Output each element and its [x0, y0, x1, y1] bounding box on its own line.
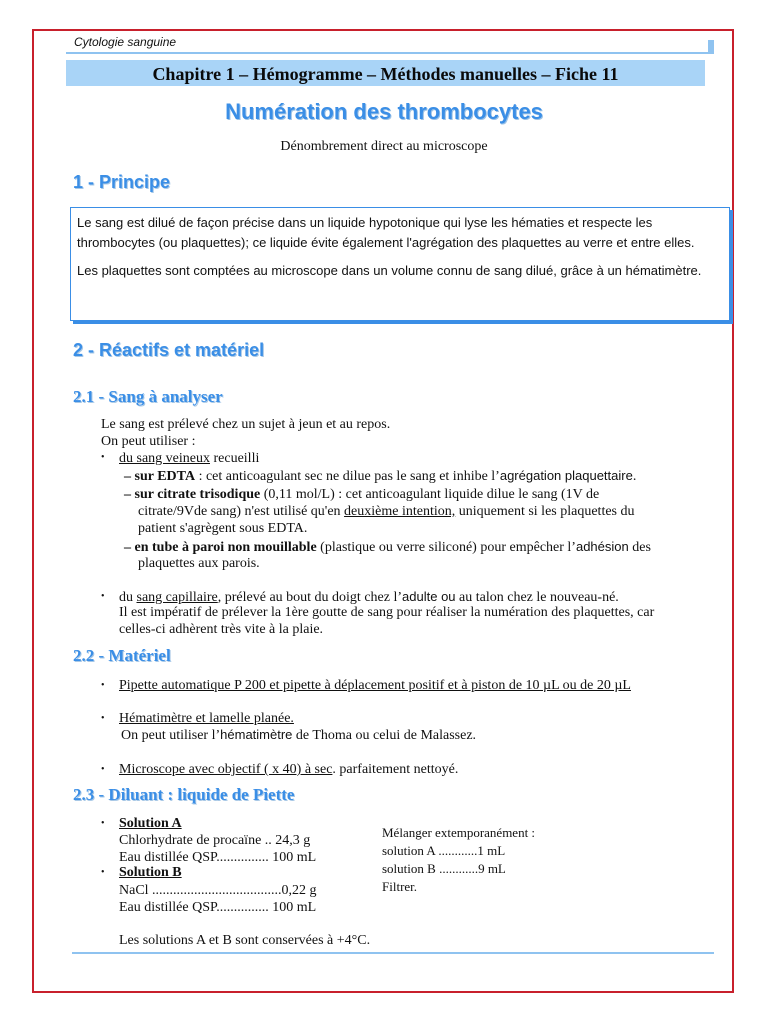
heading-diluant: 2.3 - Diluant : liquide de Piette [73, 785, 295, 804]
heading-sang: 2.1 - Sang à analyser [73, 387, 223, 406]
dash-marker: – [124, 540, 135, 555]
bullet: • [101, 867, 105, 878]
tube-end: des [628, 540, 651, 555]
sang-line-1: Le sang est prélevé chez un sujet à jeun et au repos. [101, 417, 391, 432]
edta-agregation: agrégation plaquettaire [499, 468, 633, 483]
sang-veineux-underlined: du sang veineux [119, 451, 210, 466]
solution-a-label-text: Solution A [119, 816, 182, 831]
edta-item [124, 467, 636, 485]
document-subtitle: Dénombrement direct au microscope [280, 139, 488, 154]
solution-b-line-1: NaCl .....................................0,22 g [119, 883, 317, 898]
materiel-item-2-line-2 [121, 726, 476, 744]
capillaire-line-3: celles-ci adhèrent très vite à la plaie. [119, 622, 324, 637]
mix-solution-b: solution B ............9 mL [382, 861, 506, 876]
principe-paragraph-1: Le sang est dilué de façon précise dans un liquide hypotonique qui lyse les hématies et respecte les thrombocytes (ou plaquettes); ce liquide évite également l'agrégation des plaquettes au verre et entre elles. [77, 215, 695, 250]
materiel-item-2-a: On peut utiliser l’ [121, 728, 221, 743]
conservation-note: Les solutions A et B sont conservées à +4°C. [119, 933, 371, 948]
bullet: • [101, 764, 105, 775]
capillaire-a: du [119, 590, 137, 605]
heading-principe: 1 - Principe [73, 172, 171, 192]
principe-box [70, 207, 730, 321]
materiel-item-3-underlined: Microscope avec objectif ( x 40) à sec [119, 762, 333, 777]
materiel-item-1-text: Pipette automatique P 200 et pipette à déplacement positif et à piston de 10 µL ou de 20 µL [119, 678, 631, 693]
solution-a-line-1: Chlorhydrate de procaïne .. 24,3 g [119, 833, 311, 848]
solution-b-line-2: Eau distillée QSP............... 100 mL [119, 900, 317, 915]
materiel-item-2-hematimetre: hématimètre [220, 727, 293, 742]
materiel-item-2 [119, 710, 294, 727]
citrate-line-1: (0,11 mol/L) : cet anticoagulant liquide dilue le sang (1V de [260, 487, 600, 502]
mix-title: Mélanger extemporanément : [382, 825, 536, 840]
tube-bold: en tube à paroi non mouillable [134, 540, 317, 555]
solution-a-line-2: Eau distillée QSP............... 100 mL [119, 850, 317, 865]
bullet: • [101, 591, 105, 602]
sang-line-2: On peut utiliser : [101, 434, 196, 449]
edta-bold: sur EDTA [134, 469, 196, 484]
footer-rule [72, 952, 714, 954]
capillaire-underlined: sang capillaire [136, 590, 218, 605]
tube-item [124, 538, 651, 556]
materiel-item-3-rest: . parfaitement nettoyé. [332, 762, 459, 777]
running-head: Cytologie sanguine [74, 35, 177, 49]
citrate-line-2a: citrate/9Vde sang) n'est utilisé qu'en [138, 504, 345, 519]
document-title: Numération des thrombocytes [225, 99, 543, 124]
tube-adhesion: adhésion [575, 539, 629, 554]
running-head-rule [66, 52, 714, 54]
capillaire-adulte: adulte ou [402, 589, 456, 604]
dash-marker: – [124, 469, 135, 484]
running-head-tab [708, 40, 714, 54]
materiel-item-1 [119, 677, 631, 694]
capillaire-b: , prélevé au bout du doigt chez l’ [217, 590, 403, 605]
bullet: • [101, 680, 105, 691]
bullet: • [101, 713, 105, 724]
tube-line-2: plaquettes aux parois. [138, 556, 260, 571]
bullet: • [101, 452, 105, 463]
citrate-bold: sur citrate trisodique [134, 487, 261, 502]
solution-b-label-text: Solution B [119, 865, 182, 880]
citrate-item [124, 486, 599, 503]
chapter-title: Chapitre 1 – Hémogramme – Méthodes manuelles – Fiche 11 [152, 64, 619, 84]
capillaire-line-2: Il est impératif de prélever la 1ère goutte de sang pour réaliser la numération des plaquettes, car [119, 605, 655, 620]
edta-text: : cet anticoagulant sec ne dilue pas le sang et inhibe l’ [195, 469, 500, 484]
mix-filter: Filtrer. [382, 879, 418, 894]
sang-veineux-rest: recueilli [209, 451, 260, 466]
heading-materiel: 2.2 - Matériel [73, 646, 171, 665]
dash-marker: – [124, 487, 135, 502]
citrate-line-2 [138, 503, 635, 520]
citrate-underlined: deuxième intention, [344, 504, 456, 519]
tube-text: (plastique ou verre siliconé) pour empêcher l’ [316, 540, 576, 555]
sang-veineux-item [119, 450, 259, 467]
materiel-item-2-b: de Thoma ou celui de Malassez. [292, 728, 477, 743]
materiel-item-3 [119, 761, 458, 778]
solution-a-label [119, 815, 182, 832]
heading-reactifs: 2 - Réactifs et matériel [73, 340, 265, 360]
bullet: • [101, 818, 105, 829]
edta-end: . [632, 469, 637, 484]
citrate-line-2b: uniquement si les plaquettes du [455, 504, 635, 519]
solution-b-label [119, 864, 182, 881]
mix-solution-a: solution A ............1 mL [382, 843, 506, 858]
citrate-line-3: patient s'agrègent sous EDTA. [138, 521, 308, 536]
materiel-item-2-text: Hématimètre et lamelle planée. [119, 711, 294, 726]
principe-paragraph-2: Les plaquettes sont comptées au microscope dans un volume connu de sang dilué, grâce à un hématimètre. [77, 263, 702, 278]
capillaire-c: au talon chez le nouveau-né. [455, 590, 619, 605]
